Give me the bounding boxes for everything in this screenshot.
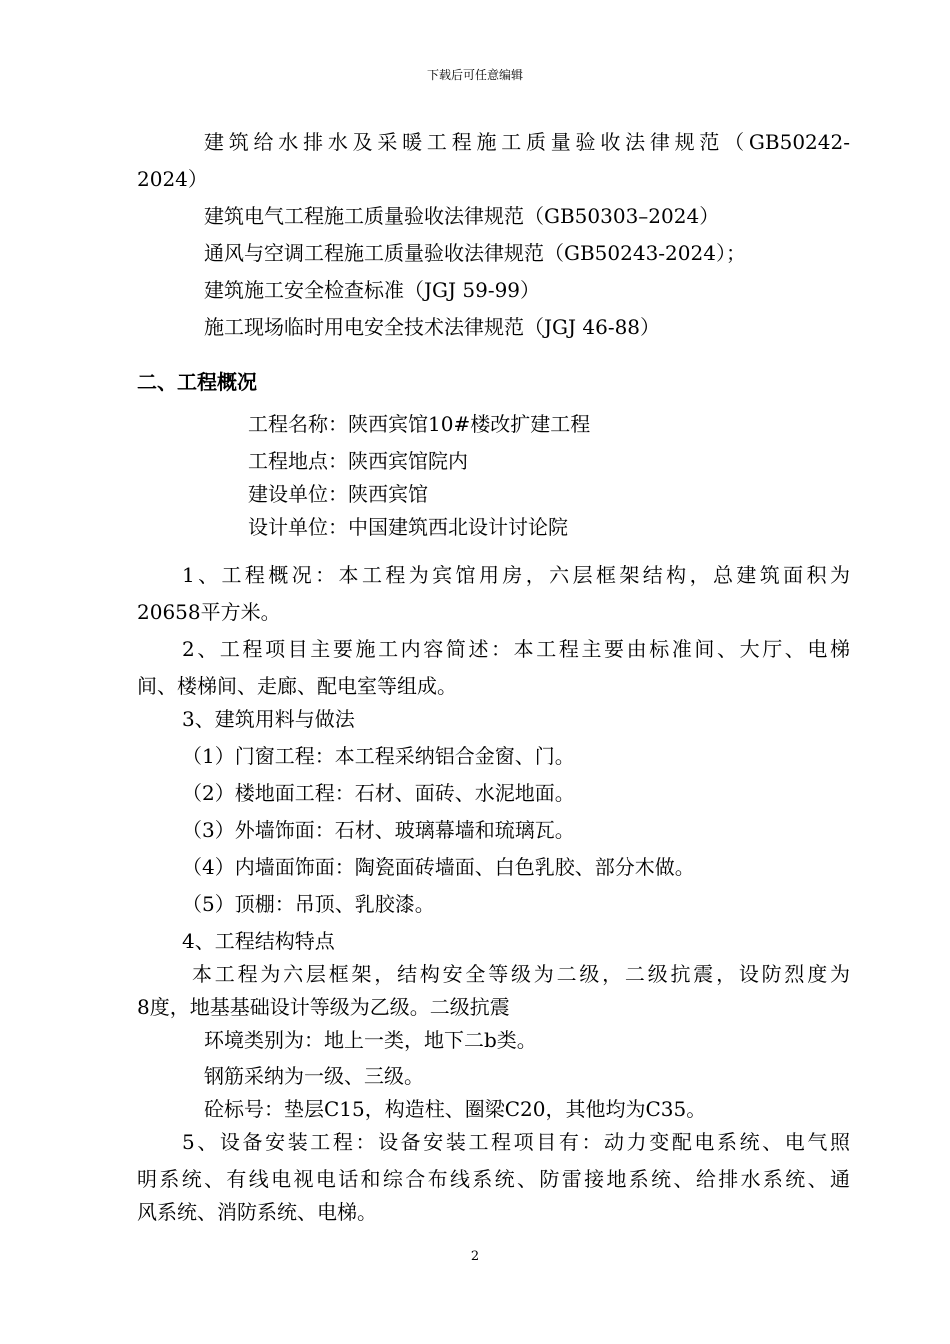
info-line: 建设单位：陕西宾馆 bbox=[248, 482, 428, 506]
standard-line: 2024） bbox=[137, 167, 208, 191]
body-line: 风系统、消防系统、电梯。 bbox=[137, 1200, 377, 1224]
body-line: （2）楼地面工程：石材、面砖、水泥地面。 bbox=[182, 781, 575, 805]
info-line: 工程名称：陕西宾馆10#楼改扩建工程 bbox=[248, 412, 591, 436]
body-line: 1、工程概况：本工程为宾馆用房，六层框架结构，总建筑面积为 bbox=[182, 563, 850, 587]
body-line: （3）外墙饰面：石材、玻璃幕墙和琉璃瓦。 bbox=[182, 818, 575, 842]
body-line: 2、工程项目主要施工内容简述：本工程主要由标准间、大厅、电梯 bbox=[182, 637, 850, 661]
body-line: （1）门窗工程：本工程采纳铝合金窗、门。 bbox=[182, 744, 575, 768]
body-line: 环境类别为：地上一类，地下二b类。 bbox=[204, 1028, 537, 1052]
body-line: 本工程为六层框架，结构安全等级为二级，二级抗震，设防烈度为 bbox=[192, 962, 850, 986]
body-line: 砼标号：垫层C15，构造柱、圈梁C20，其他均为C35。 bbox=[204, 1097, 707, 1121]
body-line: 明系统、有线电视电话和综合布线系统、防雷接地系统、给排水系统、通 bbox=[137, 1167, 850, 1191]
section-title: 二、工程概况 bbox=[137, 370, 257, 394]
page-number: 2 bbox=[470, 1249, 480, 1264]
page-header: 下载后可任意编辑 bbox=[426, 68, 523, 82]
body-line: 钢筋采纳为一级、三级。 bbox=[204, 1064, 424, 1088]
info-line: 设计单位：中国建筑西北设计讨论院 bbox=[248, 515, 568, 539]
info-line: 工程地点：陕西宾馆院内 bbox=[248, 449, 468, 473]
body-line: 8度，地基基础设计等级为乙级。二级抗震 bbox=[137, 995, 510, 1019]
body-line: （5）顶棚：吊顶、乳胶漆。 bbox=[182, 892, 435, 916]
standard-line: 通风与空调工程施工质量验收法律规范（GB50243-2024）； bbox=[204, 241, 746, 265]
body-line: 3、建筑用料与做法 bbox=[182, 707, 355, 731]
body-line: 5、设备安装工程：设备安装工程项目有：动力变配电系统、电气照 bbox=[182, 1130, 850, 1154]
body-line: 间、楼梯间、走廊、配电室等组成。 bbox=[137, 674, 457, 698]
body-line: 4、工程结构特点 bbox=[182, 929, 335, 953]
standard-line: 建筑施工安全检查标准（JGJ 59-99） bbox=[204, 278, 541, 302]
standard-line: 建筑电气工程施工质量验收法律规范（GB50303–2024） bbox=[204, 204, 720, 228]
standard-line: 施工现场临时用电安全技术法律规范（JGJ 46-88） bbox=[204, 315, 661, 339]
standard-line: 建筑给水排水及采暖工程施工质量验收法律规范（GB50242- bbox=[204, 130, 850, 154]
body-line: 20658平方米。 bbox=[137, 600, 281, 624]
body-line: （4）内墙面饰面：陶瓷面砖墙面、白色乳胶、部分木做。 bbox=[182, 855, 695, 879]
